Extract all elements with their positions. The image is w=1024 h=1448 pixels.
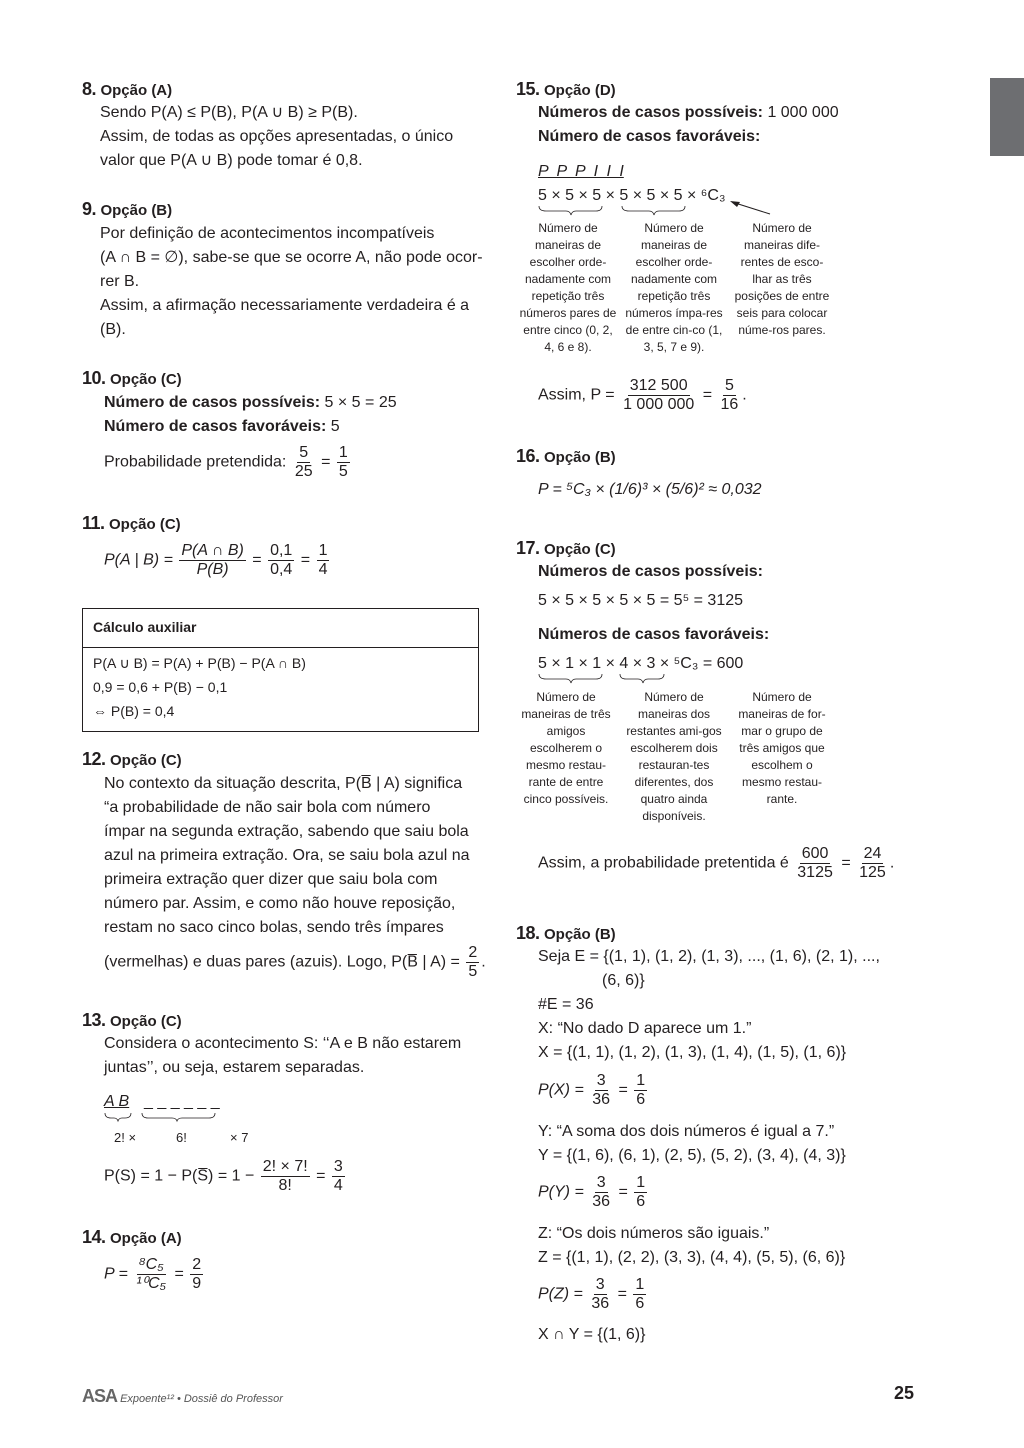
- q15-caption-impares: Número de maneiras de escolher orde-nadamente com repetição três números ímpa-res de entre cin-co (1, 3, 5, 7 e 9).: [625, 221, 723, 354]
- q10-title: Opção (C): [109, 371, 182, 388]
- denominator: 6: [636, 1193, 646, 1210]
- q13-heading: [82, 1008, 182, 1034]
- fraction: [634, 1072, 647, 1109]
- fraction: [634, 1174, 647, 1211]
- q8-line: valor que P(A ∪ B) pode tomar é 0,8.: [100, 152, 363, 169]
- q18-px: P(X) = $\frac{3}{36}$ = $\frac{1}{6}$: [538, 1072, 646, 1108]
- q17-possible-label: Números de casos possíveis:: [538, 563, 763, 580]
- q10-probability-label: Probabilidade pretendida:: [104, 453, 287, 471]
- q16-title: Opção (B): [543, 449, 616, 466]
- numerator: 1: [636, 1072, 646, 1089]
- fraction: [466, 944, 479, 981]
- q10-number: 10.: [82, 368, 106, 388]
- q15-expression: 5 × 5 × 5 × 5 × 5 × 5 × ⁶C₃: [538, 187, 726, 204]
- denominator: 25: [294, 463, 313, 480]
- q10-favorable: [104, 415, 340, 439]
- fraction: [633, 1276, 646, 1313]
- q17-favorable-expression: 5 × 1 × 1 × 4 × 3 × ⁵C₃ = 600: [538, 655, 744, 672]
- fraction: [337, 444, 350, 481]
- numerator: 312 500: [629, 377, 688, 394]
- q17-possible-expression: 5 × 5 × 5 × 5 × 5 = 5⁵ = 3125: [538, 592, 744, 609]
- q13-lhs: P(S) = 1 − P(S̅) = 1 −: [104, 1167, 255, 1185]
- numerator: 24: [863, 845, 882, 862]
- denominator: 4: [333, 1177, 343, 1194]
- q18-x-set: X = {(1, 1), (1, 2), (1, 3), (1, 4), (1, 5), (1, 6)}: [538, 1044, 847, 1061]
- q17-caption-restantes: Número de maneiras dos restantes ami-gos escolherem dois restauran-tes diferentes, dos quatro ainda disponíveis.: [626, 690, 722, 823]
- fraction: [179, 542, 245, 579]
- q9-line: Por definição de acontecimentos incompatíveis: [100, 225, 435, 242]
- q13-empty-slots: _ _ _ _ _ _: [144, 1093, 220, 1110]
- q10-favorable-label: Número de casos favoráveis:: [104, 418, 327, 435]
- denominator: 3125: [797, 864, 833, 881]
- q18-sample-space-cont: (6, 6)}: [602, 972, 645, 989]
- denominator: 8!: [278, 1177, 292, 1194]
- q18-pz: P(Z) = $\frac{3}{36}$ = $\frac{1}{6}$: [538, 1276, 645, 1312]
- aux-divider: [83, 647, 478, 648]
- q8-line: Sendo P(A) ≤ P(B), P(A ∪ B) ≥ P(B).: [100, 104, 358, 121]
- q14-lhs: P =: [104, 1265, 128, 1283]
- numerator: 1: [636, 1174, 646, 1191]
- q15-result-lhs: Assim, P =: [538, 386, 615, 404]
- aux-line: ⇔ P(B) = 0,4: [93, 703, 175, 719]
- q13-caption: 6!: [176, 1130, 187, 1145]
- numerator: 3: [596, 1072, 606, 1089]
- aux-title: Cálculo auxiliar: [93, 619, 197, 635]
- q9-line: Assim, a afirmação necessariamente verdadeira é a: [100, 297, 470, 314]
- q11-heading: [82, 511, 181, 537]
- numerator: ⁸C₅: [138, 1256, 164, 1273]
- q10-heading: [82, 366, 182, 392]
- aux-line: P(A ∪ B) = P(A) + P(B) − P(A ∩ B): [93, 655, 306, 671]
- denominator: ¹⁰C₅: [136, 1275, 167, 1292]
- numerator: 2! × 7!: [262, 1158, 308, 1175]
- q13-title: Opção (C): [109, 1013, 182, 1030]
- q17-caption-restaurante: Número de maneiras de três amigos escolherem o mesmo restau-rante de entre cinco possíveis.: [521, 690, 611, 806]
- fraction: [795, 845, 835, 882]
- q15-number: 15.: [516, 79, 540, 99]
- q17-underbraces: [538, 673, 698, 685]
- q18-x-definition: X: “No dado D aparece um 1.”: [538, 1020, 752, 1037]
- q12-line: (vermelhas) e duas pares (azuis). Logo, P(B̅ | A) =: [104, 953, 460, 971]
- q18-cardinality: #E = 36: [538, 996, 594, 1013]
- q15-slot-letters: P P P I I I: [538, 163, 624, 180]
- q10-possible-value: 5 × 5 = 25: [324, 394, 397, 411]
- fraction: [317, 542, 330, 579]
- q12-heading: [82, 747, 182, 773]
- q10-favorable-value: 5: [330, 418, 340, 435]
- fraction: [261, 1158, 310, 1195]
- fraction: [857, 845, 888, 882]
- q12-line: “a probabilidade de não sair bola com número: [104, 799, 431, 816]
- q8-heading: [82, 77, 172, 103]
- q11-title: Opção (C): [108, 516, 181, 533]
- fraction: [332, 1158, 345, 1195]
- publisher-logo: ASA: [82, 1386, 118, 1406]
- q12-line: ímpar na segunda extração, sabendo que saiu bola: [104, 823, 469, 840]
- q10-probability: [104, 444, 352, 481]
- numerator: 3: [333, 1158, 343, 1175]
- numerator: 5: [724, 377, 734, 394]
- q14-formula: P = $\frac{\text{⁸C₅}}{\text{¹⁰C₅}}$ = $\frac{2}{9}$: [104, 1256, 202, 1292]
- denominator: 125: [859, 864, 886, 881]
- q13-caption: × 7: [230, 1130, 249, 1145]
- q13-number: 13.: [82, 1010, 106, 1030]
- numerator: 1: [318, 542, 328, 559]
- numerator: 1: [635, 1276, 645, 1293]
- q8-title: Opção (A): [100, 82, 173, 99]
- q12-line: primeira extração quer dizer que saiu bola com: [104, 871, 438, 888]
- q9-line: (A ∩ B = ∅), sabe-se que se ocorre A, não pode ocor-: [100, 249, 483, 266]
- q11-formula: P(A | B) = $\frac{P(A \cap B)}{P(B)}$ = $\frac{0,1}{0,4}$ = $\frac{1}{4}$: [104, 542, 328, 578]
- q15-arrow-icon: [726, 196, 786, 220]
- numerator: P(A ∩ B): [181, 542, 244, 559]
- q18-y-definition: Y: “A soma dos dois números é igual a 7.”: [538, 1123, 835, 1140]
- denominator: 6: [636, 1091, 646, 1108]
- denominator: 9: [192, 1275, 202, 1292]
- numerator: 5: [299, 444, 309, 461]
- q18-py-lhs: P(Y) =: [538, 1183, 584, 1201]
- fraction: [621, 377, 696, 414]
- numerator: 0,1: [270, 542, 293, 559]
- q18-px-lhs: P(X) =: [538, 1081, 584, 1099]
- q12-number: 12.: [82, 749, 106, 769]
- q11-lhs: P(A | B) =: [104, 551, 173, 569]
- q18-py: P(Y) = $\frac{3}{36}$ = $\frac{1}{6}$: [538, 1174, 646, 1210]
- q9-line: (B).: [100, 321, 126, 338]
- q12-title: Opção (C): [109, 752, 182, 769]
- q15-result: Assim, P = $\frac{312 500}{1 000 000}$ = $\frac{5}{16}$ .: [538, 377, 747, 413]
- q15-caption-pares: Número de maneiras de escolher orde-nadamente com repetição três números pares de entre cinco (0, 2, 4, 6 e 8).: [519, 221, 617, 354]
- auxiliary-calculation-box: [82, 608, 479, 732]
- q15-possible-value: 1 000 000: [767, 104, 839, 121]
- numerator: 1: [338, 444, 348, 461]
- denominator: 36: [591, 1295, 610, 1312]
- numerator: 2: [468, 944, 478, 961]
- denominator: P(B): [196, 561, 229, 578]
- fraction: [719, 377, 741, 414]
- denominator: 16: [720, 396, 739, 413]
- q12-line: azul na primeira extração. Ora, se saiu bola azul na: [104, 847, 470, 864]
- q17-result: Assim, a probabilidade pretentida é $\frac{600}{3125}$ = $\frac{24}{125}$ .: [538, 845, 895, 881]
- q9-heading: [82, 197, 172, 223]
- denominator: 5: [468, 963, 478, 980]
- q18-z-definition: Z: “Os dois números são iguais.”: [538, 1225, 770, 1242]
- q13-line: juntas’’, ou seja, estarem separadas.: [104, 1059, 365, 1076]
- numerator: 3: [595, 1276, 605, 1293]
- q17-favorable-label: Números de casos favoráveis:: [538, 626, 770, 643]
- denominator: 0,4: [270, 561, 293, 578]
- q11-number: 11.: [82, 513, 105, 533]
- q17-heading: [516, 536, 616, 562]
- fraction: [134, 1256, 168, 1293]
- q13-formula: P(S) = 1 − P(S̅) = 1 − $\frac{2! \times 7!}{8!}$ = $\frac{3}{4}$: [104, 1158, 343, 1194]
- q9-number: 9.: [82, 199, 97, 219]
- q13-line: Considera o acontecimento S: ‘‘A e B não estarem: [104, 1035, 462, 1052]
- q15-heading: [516, 77, 616, 103]
- fraction: [190, 1256, 203, 1293]
- denominator: 6: [635, 1295, 645, 1312]
- q18-intersection: X ∩ Y = {(1, 6)}: [538, 1326, 646, 1343]
- q18-heading: [516, 921, 616, 947]
- q18-title: Opção (B): [543, 926, 616, 943]
- q15-favorable-label: Número de casos favoráveis:: [538, 128, 761, 145]
- q12-line: No contexto da situação descrita, P(B̅ | A) significa: [104, 775, 463, 792]
- fraction: [590, 1072, 612, 1109]
- footer-series: Expoente¹² • Dossiê do Professor: [120, 1393, 283, 1405]
- page-number: 25: [893, 1383, 914, 1403]
- q17-result-lhs: Assim, a probabilidade pretentida é: [538, 854, 789, 872]
- q18-y-set: Y = {(1, 6), (6, 1), (2, 5), (5, 2), (3, 4), (4, 3)}: [538, 1147, 846, 1164]
- q13-ab-slots: A B: [104, 1093, 130, 1110]
- q15-possible-label: Números de casos possíveis:: [538, 104, 763, 121]
- denominator: 5: [338, 463, 348, 480]
- q18-number: 18.: [516, 923, 540, 943]
- q8-number: 8.: [82, 79, 97, 99]
- equals-sign: =: [321, 453, 331, 471]
- numerator: 3: [596, 1174, 606, 1191]
- numerator: 600: [801, 845, 829, 862]
- q14-heading: [82, 1225, 182, 1251]
- denominator: 36: [592, 1193, 611, 1210]
- q10-possible-label: Número de casos possíveis:: [104, 394, 321, 411]
- q12-conclusion: (vermelhas) e duas pares (azuis). Logo, P(B̅ | A) = $\frac{2}{5}$ .: [104, 944, 486, 980]
- q8-line: Assim, de todas as opções apresentadas, o único: [100, 128, 454, 145]
- q12-line: número par. Assim, e como não houve reposição,: [104, 895, 456, 912]
- q16-number: 16.: [516, 446, 540, 466]
- q13-underbraces: [104, 1112, 224, 1122]
- q12-line: restam no saco cinco bolas, sendo três ímpares: [104, 919, 444, 936]
- q17-title: Opção (C): [543, 541, 616, 558]
- q9-line: rer B.: [100, 273, 140, 290]
- denominator: 36: [592, 1091, 611, 1108]
- fraction: [293, 444, 315, 481]
- q18-pz-lhs: P(Z) =: [538, 1285, 583, 1303]
- denominator: 4: [318, 561, 328, 578]
- q15-caption-posicoes: Número de maneiras dife-rentes de esco-lhar as três posições de entre seis para colocar núme-ros pares.: [734, 221, 830, 337]
- footer-brand: [82, 1386, 283, 1407]
- q17-caption-grupo: Número de maneiras de for-mar o grupo de três amigos que escolhem o mesmo restau-rante.: [738, 690, 826, 806]
- q13-caption: 2! ×: [114, 1130, 137, 1145]
- q16-formula: P = ⁵C₃ × (1/6)³ × (5/6)² ≈ 0,032: [538, 481, 762, 498]
- fraction: [268, 542, 294, 579]
- q18-z-set: Z = {(1, 1), (2, 2), (3, 3), (4, 4), (5, 5), (6, 6)}: [538, 1249, 846, 1266]
- q15-title: Opção (D): [543, 82, 616, 99]
- q10-possible: [104, 391, 397, 415]
- q15-possible: [538, 101, 839, 125]
- q9-title: Opção (B): [100, 202, 173, 219]
- numerator: 2: [192, 1256, 202, 1273]
- section-tab: [990, 78, 1024, 156]
- fraction: [589, 1276, 611, 1313]
- denominator: 1 000 000: [623, 396, 695, 413]
- q14-title: Opção (A): [109, 1230, 182, 1247]
- q17-number: 17.: [516, 538, 540, 558]
- q16-heading: [516, 444, 616, 470]
- aux-line: 0,9 = 0,6 + P(B) − 0,1: [93, 679, 228, 695]
- fraction: [590, 1174, 612, 1211]
- q18-sample-space: Seja E = {(1, 1), (1, 2), (1, 3), ..., (1, 6), (2, 1), ...,: [538, 948, 880, 965]
- q14-number: 14.: [82, 1227, 106, 1247]
